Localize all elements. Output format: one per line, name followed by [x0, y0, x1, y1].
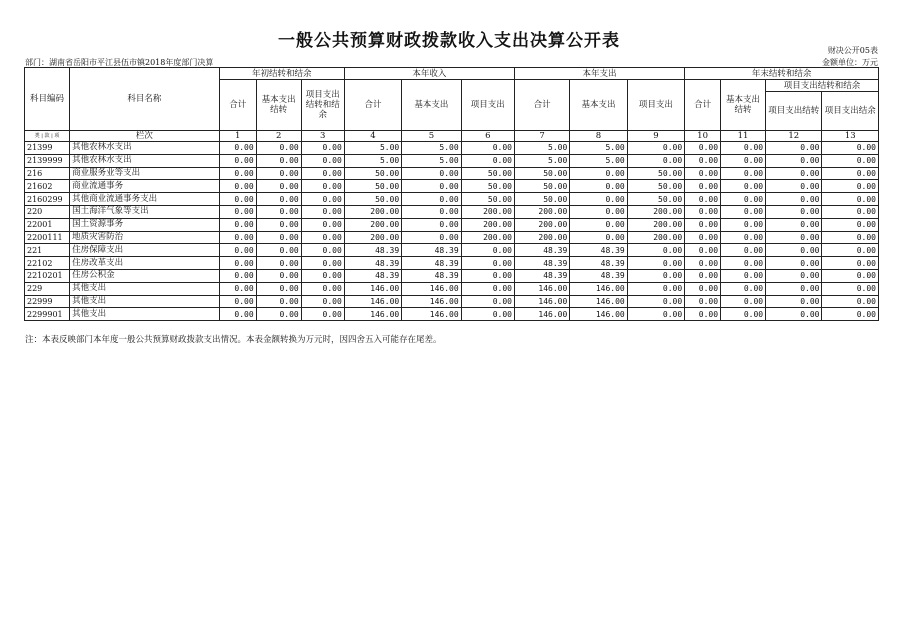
header-group-income: 本年收入: [344, 68, 514, 80]
row-code: 216: [25, 167, 70, 180]
row-value: 48.39: [402, 269, 461, 282]
column-index: 4: [344, 131, 401, 142]
row-value: 0.00: [766, 180, 822, 193]
header-group-opening: 年初结转和结余: [219, 68, 344, 80]
row-value: 5.00: [514, 142, 569, 155]
table-body: [25, 142, 879, 321]
column-index: 8: [570, 131, 627, 142]
row-value: 0.00: [461, 142, 514, 155]
row-value: 0.00: [627, 244, 684, 257]
footnote: 注：本表反映部门本年度一般公共预算财政拨款支出情况。本表金额转换为万元时，因四舍五入可能存在尾差。: [25, 335, 442, 345]
row-name: 其他农林水支出: [70, 142, 220, 155]
row-value: 0.00: [822, 231, 879, 244]
row-value: 0.00: [402, 231, 461, 244]
header-name: 科目名称: [70, 68, 220, 131]
row-value: 0.00: [301, 193, 344, 206]
row-value: 5.00: [570, 154, 627, 167]
row-value: 48.39: [570, 244, 627, 257]
row-value: 0.00: [766, 295, 822, 308]
row-value: 48.39: [570, 257, 627, 270]
row-value: 200.00: [344, 218, 401, 231]
row-value: 0.00: [301, 231, 344, 244]
table-row: [25, 257, 879, 270]
row-value: 0.00: [766, 257, 822, 270]
row-value: 0.00: [219, 257, 256, 270]
row-value: 0.00: [721, 180, 766, 193]
report-title: 一般公共预算财政拨款收入支出决算公开表: [278, 31, 620, 51]
row-value: 146.00: [514, 295, 569, 308]
row-value: 0.00: [685, 231, 721, 244]
row-value: 0.00: [570, 218, 627, 231]
row-value: 0.00: [461, 154, 514, 167]
row-value: 200.00: [627, 218, 684, 231]
row-value: 200.00: [344, 205, 401, 218]
row-value: 50.00: [461, 167, 514, 180]
row-value: 200.00: [514, 205, 569, 218]
row-value: 0.00: [256, 218, 301, 231]
row-value: 0.00: [219, 231, 256, 244]
row-value: 0.00: [685, 154, 721, 167]
header-col: 基本支出: [402, 80, 461, 131]
row-value: 146.00: [570, 295, 627, 308]
row-name: 其他商业流通事务支出: [70, 193, 220, 206]
row-value: 0.00: [219, 282, 256, 295]
row-value: 0.00: [721, 142, 766, 155]
row-value: 0.00: [570, 231, 627, 244]
row-value: 0.00: [570, 180, 627, 193]
row-value: 0.00: [822, 205, 879, 218]
row-value: 50.00: [514, 180, 569, 193]
column-index: 12: [766, 131, 822, 142]
row-value: 50.00: [627, 180, 684, 193]
header-col: 项目支出: [627, 80, 684, 131]
row-value: 200.00: [461, 231, 514, 244]
row-value: 48.39: [570, 269, 627, 282]
row-name: 其他支出: [70, 282, 220, 295]
row-value: 0.00: [685, 295, 721, 308]
table-row: [25, 193, 879, 206]
row-value: 0.00: [256, 257, 301, 270]
row-value: 0.00: [721, 295, 766, 308]
row-code: 21602: [25, 180, 70, 193]
column-index: 13: [822, 131, 879, 142]
header-col: 项目支出结转: [766, 92, 822, 131]
row-value: 5.00: [514, 154, 569, 167]
row-value: 48.39: [344, 244, 401, 257]
row-value: 0.00: [822, 295, 879, 308]
row-value: 200.00: [344, 231, 401, 244]
row-name: 其他农林水支出: [70, 154, 220, 167]
row-value: 0.00: [219, 244, 256, 257]
row-value: 0.00: [627, 142, 684, 155]
row-value: 0.00: [461, 244, 514, 257]
table-row: [25, 282, 879, 295]
header-index-label: 栏次: [70, 131, 220, 142]
row-value: 50.00: [514, 167, 569, 180]
row-name: 商业服务业等支出: [70, 167, 220, 180]
row-value: 0.00: [766, 154, 822, 167]
row-value: 0.00: [766, 142, 822, 155]
row-value: 50.00: [514, 193, 569, 206]
row-value: 0.00: [627, 154, 684, 167]
header-code: 科目编码: [25, 68, 70, 131]
table-row: [25, 205, 879, 218]
row-value: 0.00: [256, 167, 301, 180]
row-value: 0.00: [822, 269, 879, 282]
row-value: 0.00: [822, 167, 879, 180]
row-value: 0.00: [627, 257, 684, 270]
row-value: 146.00: [570, 308, 627, 321]
row-value: 0.00: [721, 231, 766, 244]
row-value: 200.00: [461, 205, 514, 218]
row-name: 地质灾害防治: [70, 231, 220, 244]
row-value: 0.00: [461, 282, 514, 295]
row-value: 5.00: [402, 154, 461, 167]
row-code: 22999: [25, 295, 70, 308]
row-value: 50.00: [344, 180, 401, 193]
row-value: 0.00: [721, 193, 766, 206]
header-col: 合计: [514, 80, 569, 131]
row-value: 0.00: [627, 308, 684, 321]
row-name: 其他支出: [70, 295, 220, 308]
table-row: [25, 308, 879, 321]
row-value: 0.00: [822, 218, 879, 231]
row-value: 48.39: [514, 269, 569, 282]
row-value: 0.00: [402, 218, 461, 231]
column-index: 7: [514, 131, 569, 142]
row-code: 22001: [25, 218, 70, 231]
column-index: 11: [721, 131, 766, 142]
table-row: [25, 231, 879, 244]
form-code: 财决公开05表: [827, 46, 878, 55]
table-row: [25, 244, 879, 257]
row-value: 0.00: [301, 142, 344, 155]
row-value: 0.00: [721, 269, 766, 282]
column-index: 5: [402, 131, 461, 142]
row-value: 146.00: [402, 295, 461, 308]
header-sub-group: 项目支出结转和结余: [766, 80, 879, 92]
row-value: 0.00: [461, 269, 514, 282]
table-row: [25, 154, 879, 167]
row-value: 0.00: [301, 295, 344, 308]
row-value: 0.00: [822, 244, 879, 257]
row-value: 0.00: [766, 167, 822, 180]
row-value: 200.00: [461, 218, 514, 231]
department-label: 部门：湖南省岳阳市平江县伍市镇2018年度部门决算: [25, 58, 214, 67]
row-value: 0.00: [301, 218, 344, 231]
row-value: 0.00: [219, 193, 256, 206]
row-name: 国土资源事务: [70, 218, 220, 231]
row-value: 0.00: [685, 244, 721, 257]
row-value: 0.00: [301, 269, 344, 282]
row-value: 200.00: [514, 218, 569, 231]
row-value: 48.39: [514, 257, 569, 270]
row-value: 0.00: [766, 218, 822, 231]
row-value: 0.00: [822, 308, 879, 321]
row-code: 22102: [25, 257, 70, 270]
row-value: 0.00: [219, 142, 256, 155]
row-value: 5.00: [570, 142, 627, 155]
row-value: 0.00: [301, 257, 344, 270]
header-col: 基本支出结转: [256, 80, 301, 131]
row-value: 0.00: [685, 257, 721, 270]
row-value: 50.00: [344, 193, 401, 206]
row-value: 200.00: [627, 205, 684, 218]
row-value: 0.00: [461, 257, 514, 270]
row-value: 146.00: [344, 295, 401, 308]
column-index: 1: [219, 131, 256, 142]
row-value: 0.00: [721, 167, 766, 180]
row-value: 0.00: [219, 218, 256, 231]
row-value: 0.00: [301, 180, 344, 193]
row-name: 住房改革支出: [70, 257, 220, 270]
row-value: 0.00: [685, 308, 721, 321]
row-name: 国土海洋气象等支出: [70, 205, 220, 218]
row-value: 146.00: [402, 282, 461, 295]
column-index: 6: [461, 131, 514, 142]
row-value: 0.00: [721, 154, 766, 167]
row-value: 48.39: [344, 257, 401, 270]
row-value: 48.39: [514, 244, 569, 257]
row-value: 0.00: [256, 205, 301, 218]
row-value: 0.00: [766, 205, 822, 218]
row-value: 0.00: [685, 193, 721, 206]
row-value: 0.00: [402, 205, 461, 218]
row-value: 0.00: [721, 282, 766, 295]
header-col: 项目支出结余: [822, 92, 879, 131]
row-value: 0.00: [721, 218, 766, 231]
row-value: 0.00: [219, 205, 256, 218]
table-row: [25, 180, 879, 193]
row-value: 0.00: [721, 205, 766, 218]
column-index: 10: [685, 131, 721, 142]
row-value: 0.00: [721, 257, 766, 270]
header-col: 合计: [685, 80, 721, 131]
row-value: 0.00: [402, 167, 461, 180]
row-value: 0.00: [685, 142, 721, 155]
header-col: 合计: [219, 80, 256, 131]
row-code: 2139999: [25, 154, 70, 167]
header-col: 基本支出结转: [721, 80, 766, 131]
row-value: 5.00: [344, 142, 401, 155]
row-value: 0.00: [219, 269, 256, 282]
row-value: 0.00: [219, 308, 256, 321]
row-value: 5.00: [402, 142, 461, 155]
row-value: 0.00: [301, 205, 344, 218]
row-value: 200.00: [514, 231, 569, 244]
row-value: 50.00: [344, 167, 401, 180]
row-name: 住房公积金: [70, 269, 220, 282]
row-value: 146.00: [514, 282, 569, 295]
row-value: 0.00: [219, 154, 256, 167]
row-value: 0.00: [461, 308, 514, 321]
row-value: 48.39: [402, 257, 461, 270]
row-code: 2200111: [25, 231, 70, 244]
row-name: 商业流通事务: [70, 180, 220, 193]
row-value: 146.00: [402, 308, 461, 321]
row-value: 0.00: [822, 154, 879, 167]
row-code: 2160299: [25, 193, 70, 206]
table-row: [25, 269, 879, 282]
row-value: 0.00: [766, 231, 822, 244]
row-value: 0.00: [627, 282, 684, 295]
row-value: 0.00: [685, 282, 721, 295]
row-value: 0.00: [301, 167, 344, 180]
row-value: 50.00: [461, 180, 514, 193]
row-value: 146.00: [514, 308, 569, 321]
row-code: 2210201: [25, 269, 70, 282]
row-value: 0.00: [822, 257, 879, 270]
row-value: 0.00: [256, 180, 301, 193]
row-value: 0.00: [256, 269, 301, 282]
row-value: 0.00: [766, 244, 822, 257]
row-value: 0.00: [822, 180, 879, 193]
row-value: 0.00: [766, 193, 822, 206]
header-group-closing: 年末结转和结余: [685, 68, 879, 80]
row-value: 48.39: [344, 269, 401, 282]
row-value: 0.00: [570, 167, 627, 180]
budget-table: [24, 67, 879, 321]
header-col: 项目支出: [461, 80, 514, 131]
row-value: 0.00: [301, 244, 344, 257]
row-value: 0.00: [685, 269, 721, 282]
table-row: [25, 295, 879, 308]
row-value: 0.00: [822, 282, 879, 295]
row-value: 0.00: [402, 180, 461, 193]
row-name: 住房保障支出: [70, 244, 220, 257]
row-value: 0.00: [256, 295, 301, 308]
header-col: 合计: [344, 80, 401, 131]
row-value: 0.00: [627, 269, 684, 282]
row-value: 200.00: [627, 231, 684, 244]
row-value: 146.00: [344, 282, 401, 295]
row-code: 220: [25, 205, 70, 218]
header-col: 基本支出: [570, 80, 627, 131]
row-value: 50.00: [627, 167, 684, 180]
row-value: 0.00: [256, 231, 301, 244]
unit-label: 金额单位：万元: [822, 58, 878, 67]
row-value: 0.00: [301, 308, 344, 321]
row-value: 0.00: [766, 269, 822, 282]
table-row: [25, 167, 879, 180]
table-row: [25, 218, 879, 231]
row-value: 0.00: [766, 282, 822, 295]
row-value: 50.00: [461, 193, 514, 206]
row-value: 0.00: [219, 295, 256, 308]
row-value: 0.00: [219, 180, 256, 193]
header-col: 项目支出结转和结余: [301, 80, 344, 131]
row-value: 0.00: [570, 205, 627, 218]
row-value: 0.00: [685, 167, 721, 180]
column-index: 2: [256, 131, 301, 142]
row-name: 其他支出: [70, 308, 220, 321]
row-value: 0.00: [822, 142, 879, 155]
header-group-expense: 本年支出: [514, 68, 684, 80]
row-value: 0.00: [766, 308, 822, 321]
row-value: 0.00: [219, 167, 256, 180]
row-value: 0.00: [256, 142, 301, 155]
row-value: 0.00: [301, 282, 344, 295]
row-value: 0.00: [256, 308, 301, 321]
row-value: 0.00: [721, 308, 766, 321]
row-value: 0.00: [685, 205, 721, 218]
row-value: 146.00: [344, 308, 401, 321]
row-value: 0.00: [721, 244, 766, 257]
row-value: 0.00: [685, 180, 721, 193]
row-value: 48.39: [402, 244, 461, 257]
row-value: 0.00: [822, 193, 879, 206]
row-value: 0.00: [256, 282, 301, 295]
row-value: 0.00: [256, 193, 301, 206]
row-value: 0.00: [461, 295, 514, 308]
row-value: 0.00: [685, 218, 721, 231]
row-value: 0.00: [570, 193, 627, 206]
row-value: 0.00: [402, 193, 461, 206]
row-code: 2299901: [25, 308, 70, 321]
row-value: 0.00: [256, 244, 301, 257]
column-index: 3: [301, 131, 344, 142]
table-row: [25, 142, 879, 155]
row-value: 0.00: [256, 154, 301, 167]
row-value: 146.00: [570, 282, 627, 295]
row-code: 229: [25, 282, 70, 295]
row-code: 221: [25, 244, 70, 257]
row-value: 50.00: [627, 193, 684, 206]
row-value: 0.00: [627, 295, 684, 308]
column-index: 9: [627, 131, 684, 142]
row-value: 0.00: [301, 154, 344, 167]
header-code-parts: 类 | 款 | 项: [25, 131, 70, 142]
row-value: 5.00: [344, 154, 401, 167]
row-code: 21399: [25, 142, 70, 155]
